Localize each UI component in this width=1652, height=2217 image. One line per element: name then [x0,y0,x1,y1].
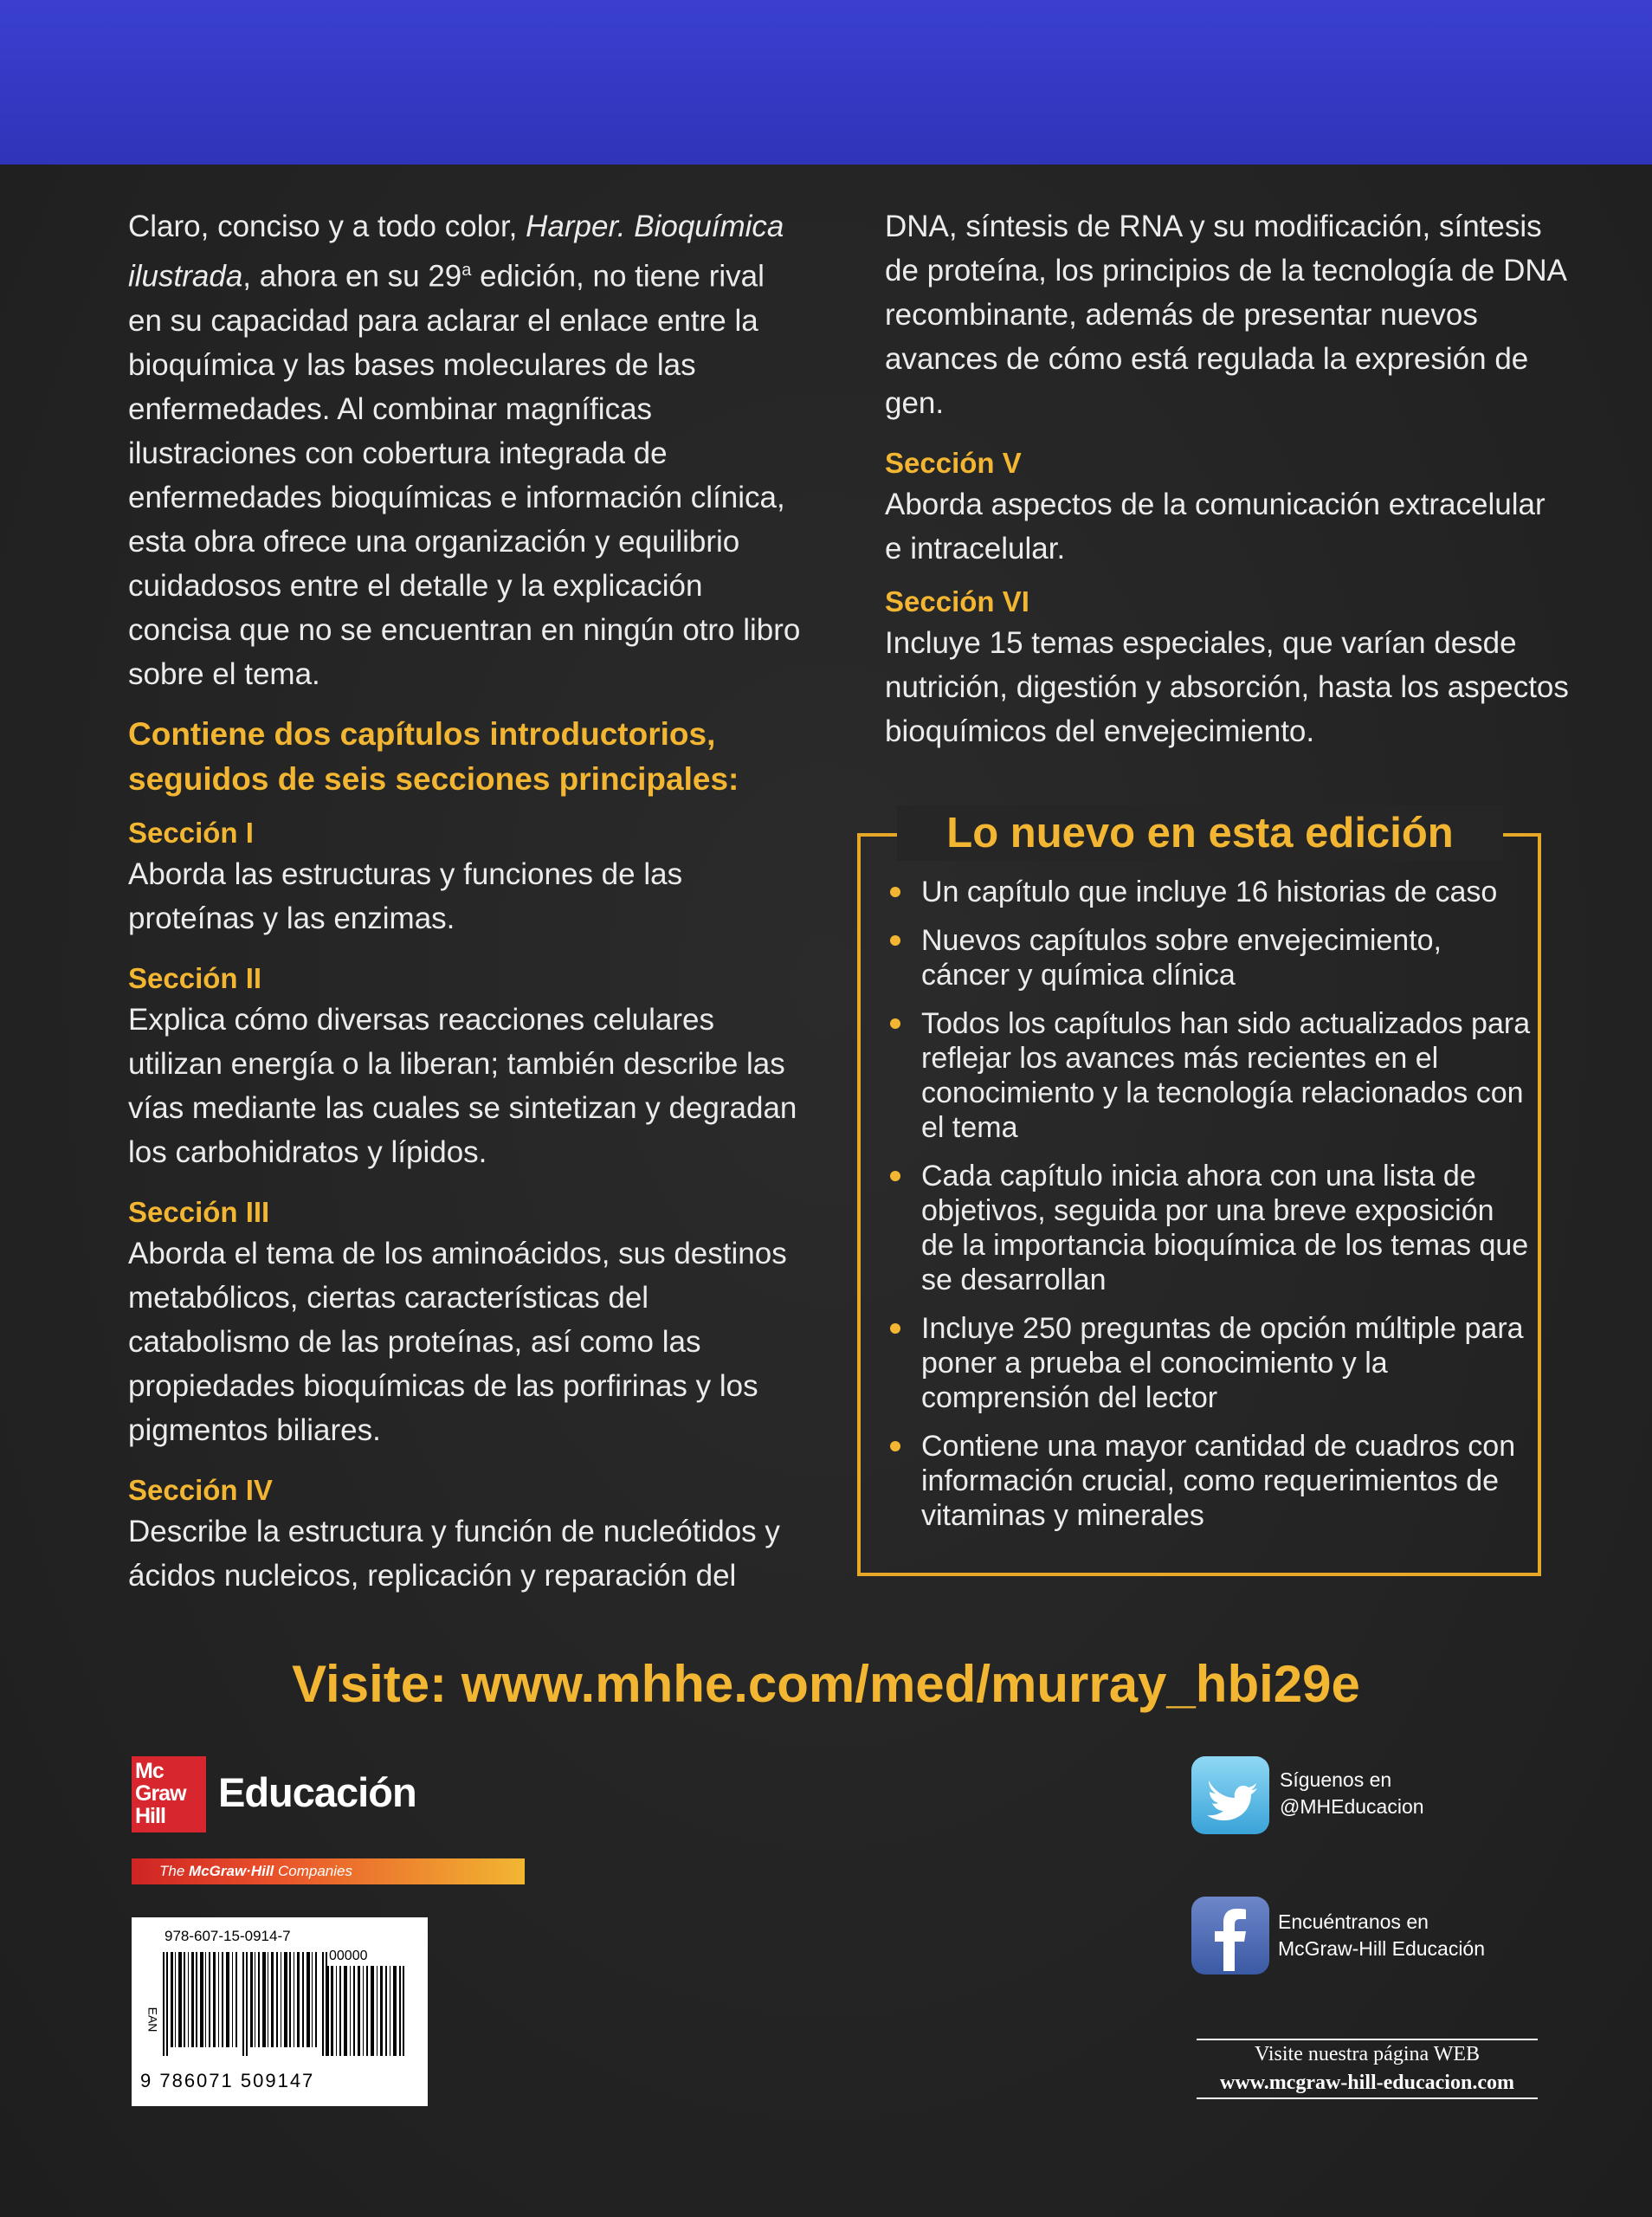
section-3-title: Sección III [128,1195,270,1228]
new-edition-item: Nuevos capítulos sobre envejecimiento, cáncer y química clínica [883,923,1533,992]
new-edition-list [883,875,1533,1547]
section-4-title: Sección IV [128,1473,273,1506]
new-edition-item: Incluye 250 preguntas de opción múltiple para poner a prueba el conocimiento y la comprensión del lector [883,1311,1533,1415]
facebook-icon[interactable] [1191,1897,1269,1975]
section-5-text: Aborda aspectos de la comunicación extracelular e intracelular. [885,488,1546,566]
mcgraw-hill-logo: Mc Graw Hill [132,1756,206,1832]
section-5-title: Sección V [885,447,1022,479]
section-6-title: Sección VI [885,585,1029,617]
top-color-band [0,0,1652,165]
barcode-bars [163,1952,327,2056]
new-edition-item: Todos los capítulos han sido actualizados para reflejar los avances más recientes en el conocimiento y la tecnología relacionados con el tema [883,1006,1533,1145]
twitter-icon[interactable] [1191,1756,1269,1834]
website-block [1197,2039,1538,2099]
twitter-text: Síguenos en @MHEducacion [1280,1768,1424,1818]
website-label: Visite nuestra página WEB [1197,2039,1538,2068]
barcode [132,1917,428,2106]
facebook-text: Encuéntranos en McGraw-Hill Educación [1278,1910,1486,1960]
section-4-continued: DNA, síntesis de RNA y su modificación, síntesis de proteína, los principios de la tecnología de DNA recombinante, además de presentar nuevos avances de cómo está regulada la expresión de gen. [885,210,1566,420]
publisher-strip: The McGraw·Hill Companies [132,1858,525,1884]
barcode-addon-bars [327,1966,405,2056]
contents-heading: Contiene dos capítulos introductorios, seguidos de seis secciones principales: [128,715,739,797]
new-edition-item: Contiene una mayor cantidad de cuadros con información crucial, como requerimientos de vitaminas y minerales [883,1429,1533,1533]
right-column [885,204,1569,753]
isbn-number: 978-607-15-0914-7 [165,1928,291,1944]
section-4-text: Describe la estructura y función de nucleótidos y ácidos nucleicos, replicación y reparación del [128,1514,780,1593]
ean-label: EAN [145,2007,160,2033]
section-6-text: Incluye 15 temas especiales, que varían desde nutrición, digestión y absorción, hasta los aspectos bioquímicos del envejecimiento. [885,626,1569,748]
section-1-title: Sección I [128,816,254,849]
section-2-text: Explica cómo diversas reacciones celulares utilizan energía o la liberan; también describe las vías mediante las cuales se sintetizan y degradan los carbohidratos y lípidos. [128,1002,797,1169]
visit-url: Visite: www.mhhe.com/med/murray_hbi29e [292,1655,1360,1713]
website-url[interactable]: www.mcgraw-hill-educacion.com [1197,2068,1538,2099]
new-edition-title: Lo nuevo en esta edición [897,805,1503,861]
barcode-addon: 00000 [329,1949,368,1963]
section-3-text: Aborda el tema de los aminoácidos, sus destinos metabólicos, ciertas características del catabolismo de las proteínas, así como las propiedades bioquímicas de las porfirinas y los pigmentos biliares. [128,1236,787,1447]
left-column [128,204,803,1598]
new-edition-item: Cada capítulo inicia ahora con una lista de objetivos, seguida por una breve exposición de la importancia bioquímica de los temas que se desarrollan [883,1159,1533,1297]
publisher-name: Educación [218,1769,416,1815]
section-2-title: Sección II [128,961,262,994]
barcode-digits: 9 786071 509147 [140,2070,315,2091]
new-edition-item: Un capítulo que incluye 16 historias de caso [883,875,1533,909]
section-1-text: Aborda las estructuras y funciones de las proteínas y las enzimas. [128,856,683,935]
intro-paragraph: Claro, conciso y a todo color, Harper. Bioquímica ilustrada, ahora en su 29$^a$ edición, no tiene rival en su capacidad para aclarar el enlace entre la bioquímica y las bases moleculares de las enfermedades. Al combinar magníficas ilustraciones con cobertura integrada de enfermedades bioquímicas e información clínica, esta obra ofrece una organización y equilibrio cuidadosos entre el detalle y la explicación concisa que no se encuentran en ningún otro libro sobre el tema. [128,210,801,691]
